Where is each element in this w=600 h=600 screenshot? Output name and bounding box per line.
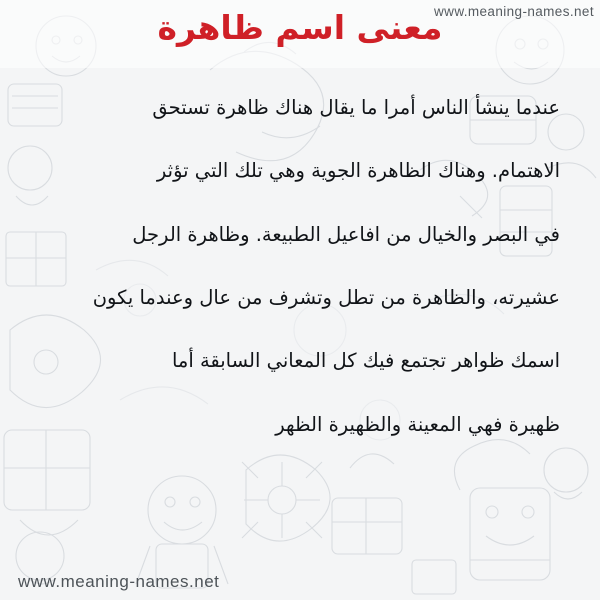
page-title: معنى اسم ظاهرة bbox=[157, 8, 443, 47]
text-line: ظهيرة فهي المعينة والظهيرة الظهر bbox=[275, 412, 560, 436]
watermark-top: www.meaning-names.net bbox=[434, 4, 594, 19]
text-line: اسمك ظواهر تجتمع فيك كل المعاني السابقة أما bbox=[171, 349, 560, 373]
text-line: في البصر والخيال من افاعيل الطبيعة. وظاهرة الرجل bbox=[132, 222, 560, 246]
text-line: عشيرته، والظاهرة من تطل وتشرف من عال وعندما يكون bbox=[92, 285, 560, 309]
text-line: عندما ينشأ الناس أمرا ما يقال هناك ظاهرة تستحق bbox=[152, 96, 560, 119]
text-line: الاهتمام. وهناك الظاهرة الجوية وهي تلك التي تؤثر bbox=[156, 159, 560, 183]
watermark-bottom: www.meaning-names.net bbox=[18, 572, 220, 591]
meaning-text-block bbox=[40, 95, 560, 438]
